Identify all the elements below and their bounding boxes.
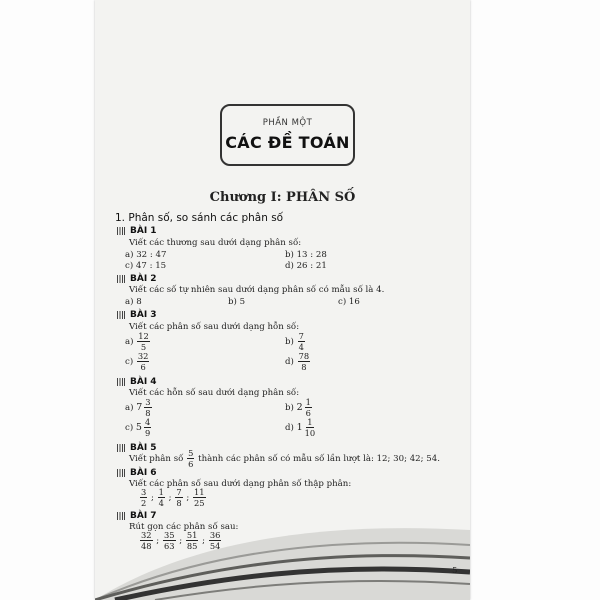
exercise-3-b: b) 7 4 <box>285 331 304 353</box>
exercise-1-a: a) 32 : 47 <box>125 250 167 260</box>
exercise-4-a: a) 7 3 8 <box>125 397 151 419</box>
bullet-bars-icon <box>117 227 125 235</box>
exercise-1-d: d) 26 : 21 <box>285 261 327 271</box>
exercise-3-label: BÀI 3 <box>117 310 157 320</box>
exercise-2-a: a) 8 <box>125 297 142 307</box>
exercise-5-label: BÀI 5 <box>117 443 157 453</box>
exercise-4-prompt: Viết các hỗn số sau dưới dạng phân số: <box>129 388 300 398</box>
exercise-3-d: d) 78 8 <box>285 351 310 373</box>
exercise-7-prompt: Rút gọn các phân số sau: <box>129 522 239 532</box>
exercise-3-a: a) 12 5 <box>125 331 149 353</box>
exercise-6-prompt: Viết các phân số sau dưới dạng phân số thập phân: <box>129 479 352 489</box>
bullet-bars-icon <box>117 444 125 452</box>
exercise-1-prompt: Viết các thương sau dưới dạng phân số: <box>129 238 302 248</box>
bullet-bars-icon <box>117 311 125 319</box>
part-heading-box <box>220 104 355 166</box>
exercise-4-c: c) 5 4 9 <box>125 417 151 439</box>
exercise-6-label: BÀI 6 <box>117 468 157 478</box>
page-number: 5 <box>452 566 458 576</box>
exercise-1-c: c) 47 : 15 <box>125 261 167 271</box>
part-subtitle: PHẦN MỘT <box>262 118 313 128</box>
part-title: CÁC ĐỀ TOÁN <box>225 133 350 152</box>
exercise-6-fractions: 3 2 ; 1 4 ; 7 8 ; 11 25 <box>141 487 205 509</box>
exercise-2-b: b) 5 <box>228 297 246 307</box>
exercise-2-prompt: Viết các số tự nhiên sau dưới dạng phân số có mẫu số là 4. <box>129 285 385 295</box>
bullet-bars-icon <box>117 469 125 477</box>
bullet-bars-icon <box>117 378 125 386</box>
book-page <box>95 0 470 600</box>
exercise-7-fractions: 32 48 ; 35 63 ; 51 85 ; 36 54 <box>141 530 221 552</box>
exercise-1-b: b) 13 : 28 <box>285 250 327 260</box>
exercise-3-c: c) 32 6 <box>125 351 149 373</box>
exercise-7-label: BÀI 7 <box>117 511 157 521</box>
exercise-2-label: BÀI 2 <box>117 274 157 284</box>
section-title: 1. Phân số, so sánh các phân số <box>115 212 284 224</box>
exercise-4-label: BÀI 4 <box>117 377 157 387</box>
exercise-2-c: c) 16 <box>338 297 360 307</box>
exercise-3-prompt: Viết các phân số sau dưới dạng hỗn số: <box>129 322 300 332</box>
exercise-1-label: BÀI 1 <box>117 226 157 236</box>
exercise-4-d: d) 1 1 10 <box>285 417 316 439</box>
exercise-4-b: b) 2 1 6 <box>285 397 311 419</box>
decorative-swoosh <box>95 510 470 600</box>
bullet-bars-icon <box>117 275 125 283</box>
exercise-5-prompt: Viết phân số 5 6 thành các phân số có mẫu số lần lượt là: 12; 30; 42; 54. <box>129 448 440 470</box>
chapter-title: Chương I: PHÂN SỐ <box>209 190 356 205</box>
